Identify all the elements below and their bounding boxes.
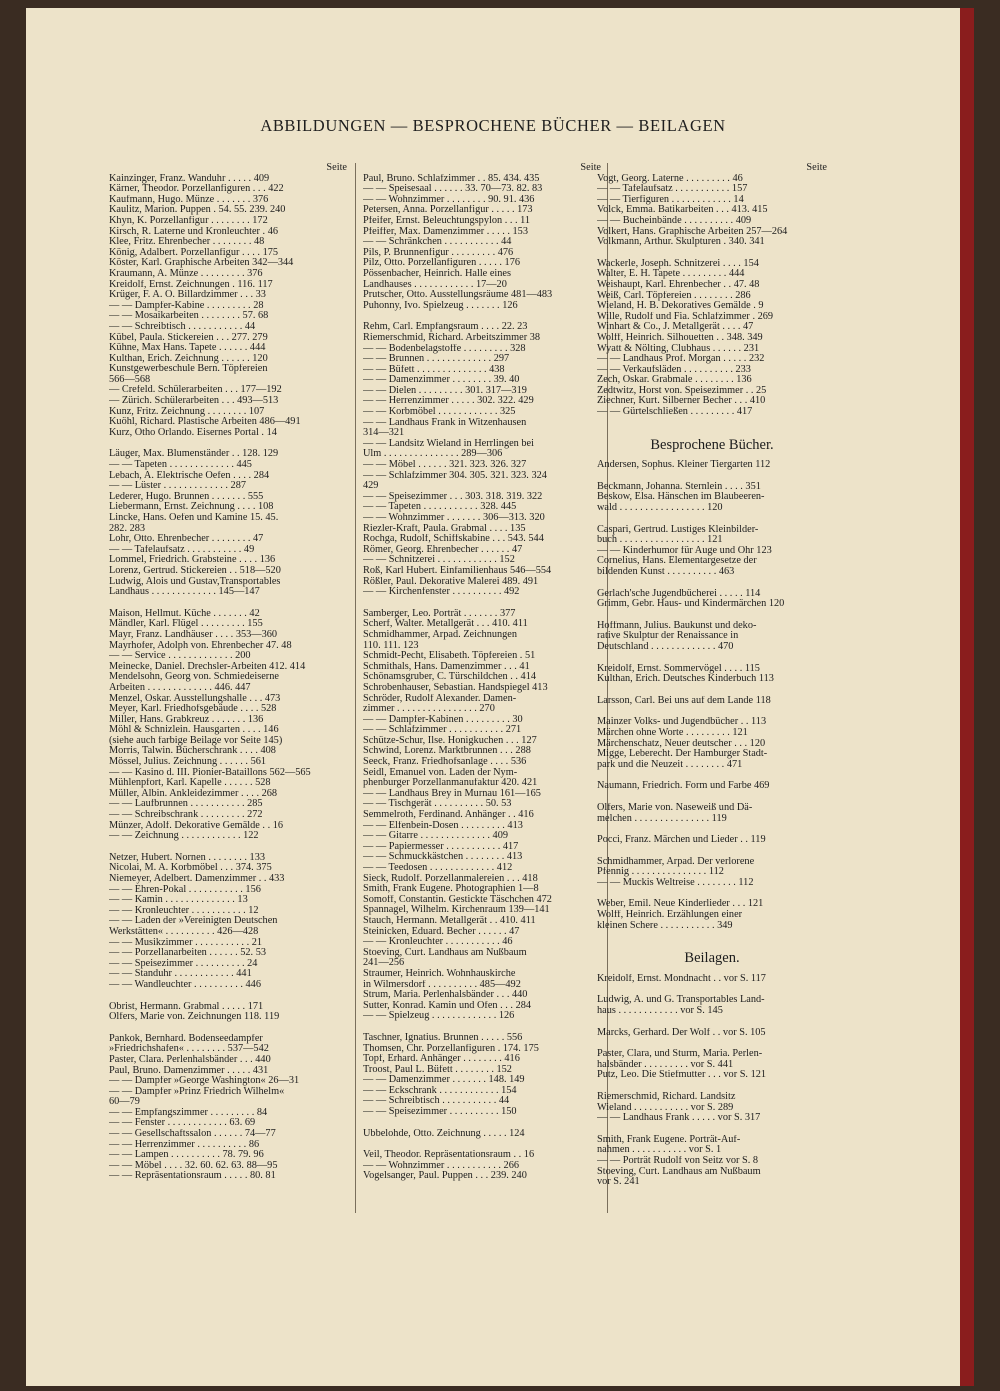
entry-gap <box>597 514 827 525</box>
index-entry: Meinecke, Daniel. Drechsler-Arbeiten 412. 414 <box>109 661 306 672</box>
index-entry: Schmidt-Pecht, Elisabeth. Töpfereien . 51 <box>363 651 536 662</box>
index-entry: Wieland, H. B. Dekoratives Gemälde . 9 <box>597 301 764 312</box>
index-entry: — — Schreibtisch . . . . . . . . . . . 44 <box>109 321 256 332</box>
index-entry: Semmelroth, Ferdinand. Anhänger . . 416 <box>363 810 534 821</box>
entry-gap <box>597 685 827 696</box>
col1-list <box>109 174 347 1182</box>
index-entry: 566—568 <box>109 374 151 385</box>
index-entry: Obrist, Hermann. Grabmal . . . . . 171 <box>109 1001 264 1012</box>
index-entry: — — Porträt Rudolf von Seitz vor S. 8 <box>597 1155 759 1166</box>
index-entry: — — Landhaus Frank in Witzenhausen <box>363 417 527 428</box>
index-entry: 282. 283 <box>109 523 146 534</box>
index-entry: — — Tafelaufsatz . . . . . . . . . . . 49 <box>109 544 255 555</box>
entry-gap <box>597 846 827 857</box>
entry-gap <box>597 1124 827 1135</box>
index-entry: Pfennig . . . . . . . . . . . . . . . 112 <box>597 867 724 878</box>
index-entry: — — Schnitzerei . . . . . . . . . . . . 152 <box>363 555 515 566</box>
index-entry: — — Speisesaal . . . . . . 33. 70—73. 82. 83 <box>363 184 543 195</box>
index-entry: Schmithals, Hans. Damenzimmer . . . 41 <box>363 661 530 672</box>
index-entry: Mändler, Karl. Flügel . . . . . . . . . 155 <box>109 619 263 630</box>
index-entry: Ludwig, Alois und Gustav,Transportables <box>109 576 281 587</box>
index-entry: — — Wohnzimmer . . . . . . . 306—313. 320 <box>363 513 545 523</box>
index-entry: Schütze-Schur, Ilse. Honigkuchen . . . 127 <box>363 735 537 746</box>
index-entry: Wille, Rudolf und Fia. Schlafzimmer . 269 <box>597 311 774 322</box>
index-entry: Rehm, Carl. Empfangsraum . . . . 22. 23 <box>363 322 528 333</box>
index-entry: Petersen, Anna. Porzellanfigur . . . . . 173 <box>363 205 533 216</box>
entry-gap <box>109 598 347 609</box>
index-entry: — — Korbmöbel . . . . . . . . . . . . 325 <box>363 407 516 418</box>
index-entry: Nicolai, M. A. Korbmöbel . . . 374. 375 <box>109 863 272 874</box>
index-entry: — — Gitarre . . . . . . . . . . . . . . 409 <box>363 831 508 842</box>
index-entry: Naumann, Friedrich. Form und Farbe 469 <box>597 781 770 792</box>
index-entry: park und die Neuzeit . . . . . . . . 471 <box>597 759 743 770</box>
index-entry: — — Tapeten . . . . . . . . . . . 328. 445 <box>363 502 517 513</box>
index-column-2 <box>355 163 608 1213</box>
index-entry: Vogelsanger, Paul. Puppen . . . 239. 240 <box>363 1171 527 1182</box>
index-entry: Meyer, Karl. Friedhofsgebäude . . . . 528 <box>109 704 277 715</box>
index-entry: Larsson, Carl. Bei uns auf dem Lande 118 <box>597 695 771 706</box>
index-entry: bildenden Kunst . . . . . . . . . . 463 <box>597 567 735 577</box>
index-entry: Marcks, Gerhard. Der Wolf . . vor S. 105 <box>597 1027 766 1038</box>
index-entry: — — Speisezimmer . . . . . . . . . . 150 <box>363 1107 517 1118</box>
index-entry: Seeck, Franz. Friedhofsanlage . . . . 536 <box>363 757 527 768</box>
index-entry: Wyatt & Nölting, Clubhaus . . . . . . 231 <box>597 343 760 354</box>
index-entry: Lohr, Otto. Ehrenbecher . . . . . . . . 47 <box>109 534 264 545</box>
index-entry: Andersen, Sophus. Kleiner Tiergarten 112 <box>597 460 771 471</box>
index-entry: — — Empfangszimmer . . . . . . . . . 84 <box>109 1107 268 1118</box>
index-entry: Taschner, Ignatius. Brunnen . . . . . 556 <box>363 1032 523 1043</box>
index-entry: Liebermann, Ernst. Zeichnung . . . . 108 <box>109 502 274 513</box>
col2-list <box>363 174 601 1182</box>
seite-label: Seite <box>806 162 827 173</box>
index-entry: Münzer, Adolf. Dekorative Gemälde . . 16 <box>109 820 284 831</box>
index-entry: Sutter, Konrad. Kamin und Ofen . . . 284 <box>363 1000 532 1011</box>
index-entry: — — Gesellschaftssalon . . . . . . 74—77 <box>109 1129 276 1140</box>
index-entry: — — Herrenzimmer . . . . . . . . . . 86 <box>109 1139 260 1150</box>
index-entry: Mainzer Volks- und Jugendbücher . . 113 <box>597 717 767 728</box>
index-entry: Weishaupt, Karl. Ehrenbecher . . 47. 48 <box>597 279 760 290</box>
index-entry: — — Tischgerät . . . . . . . . . . 50. 53 <box>363 799 512 810</box>
index-entry: — — Standuhr . . . . . . . . . . . . 441 <box>109 969 252 980</box>
index-entry: phenburger Porzellanmanufaktur 420. 421 <box>363 778 538 789</box>
index-entry: Kulthan, Erich. Zeichnung . . . . . . 120 <box>109 353 268 364</box>
index-entry: Netzer, Hubert. Nornen . . . . . . . . 133 <box>109 852 266 863</box>
index-entry: — Crefeld. Schülerarbeiten . . . 177—192 <box>109 385 282 396</box>
index-entry: Lebach, A. Elektrische Oefen . . . . 284 <box>109 470 270 481</box>
index-entry: nahmen . . . . . . . . . . . vor S. 1 <box>597 1145 722 1156</box>
index-entry: Scherf, Walter. Metallgerät . . . 410. 411 <box>363 619 528 630</box>
index-entry: 110. 111. 123 <box>363 640 419 651</box>
index-entry: Kulthan, Erich. Deutsches Kinderbuch 113 <box>597 674 774 685</box>
index-entry: Märchenschatz, Neuer deutscher . . . 120 <box>597 738 766 749</box>
index-entry: — — Möbel . . . . 32. 60. 62. 63. 88—95 <box>109 1160 278 1171</box>
index-entry: Paster, Clara, und Sturm, Maria. Perlen- <box>597 1049 763 1060</box>
index-entry: Mayr, Franz. Landhäuser . . . . 353—360 <box>109 629 278 640</box>
index-entry: Läuger, Max. Blumenständer . . 128. 129 <box>109 449 279 460</box>
index-entry: Mendelsohn, Georg von. Schmiedeiserne <box>109 672 279 683</box>
index-entry: Paul, Bruno. Schlafzimmer . . 85. 434. 435 <box>363 173 540 184</box>
index-entry: Topf, Erhard. Anhänger . . . . . . . . 416 <box>363 1054 520 1065</box>
index-entry: Wolff, Heinrich. Silhouetten . . 348. 349 <box>597 332 763 343</box>
index-entry: — — Kinderhumor für Auge und Ohr 123 <box>597 545 772 556</box>
index-entry: rative Skulptur der Renaissance in <box>597 631 739 642</box>
index-entry: Kühne, Max Hans. Tapete . . . . . . 444 <box>109 343 266 354</box>
seite-label: Seite <box>580 162 601 173</box>
index-entry: Beskow, Elsa. Hänschen im Blaubeeren- <box>597 492 765 503</box>
index-entry: Schönamsgruber, C. Türschildchen . . 414 <box>363 672 536 683</box>
index-entry: Pocci, Franz. Märchen und Lieder . . 119 <box>597 835 766 846</box>
index-entry: Lorenz, Gertrud. Stickereien . . 518—520 <box>109 565 281 576</box>
index-entry: Thomsen, Chr. Porzellanfiguren . 174. 175 <box>363 1043 539 1054</box>
index-entry: Kärner, Theodor. Porzellanfiguren . . . 422 <box>109 184 284 195</box>
index-entry: Pils, P. Brunnenfigur . . . . . . . . . 476 <box>363 247 514 258</box>
index-entry: — — Kasino d. III. Pionier-Bataillons 562—565 <box>109 767 311 778</box>
index-entry: Riemerschmid, Richard. Arbeitszimmer 38 <box>363 332 541 343</box>
index-entry: Kuöhl, Richard. Plastische Arbeiten 486—491 <box>109 417 301 428</box>
index-entry: Morris, Talwin. Bücherschrank . . . . 408 <box>109 746 276 757</box>
index-entry: — — Muckis Weltreise . . . . . . . . 112 <box>597 877 754 888</box>
index-entry: Arbeiten . . . . . . . . . . . . . 446. 447 <box>109 682 251 693</box>
index-entry: — — Kirchenfenster . . . . . . . . . . 492 <box>363 587 520 598</box>
index-entry: Somoff, Constantin. Gestickte Täschchen 472 <box>363 894 552 905</box>
seite-label: Seite <box>326 162 347 173</box>
index-entry: — — Porzellanarbeiten . . . . . . 52. 53 <box>109 948 266 959</box>
index-entry: — — Schlafzimmer 304. 305. 321. 323. 324 <box>363 470 547 481</box>
index-entry: Pankok, Bernhard. Bodenseedampfer <box>109 1033 263 1044</box>
index-entry: Volkmann, Arthur. Skulpturen . 340. 341 <box>597 237 765 248</box>
index-entry: — — Spielzeug . . . . . . . . . . . . . 126 <box>363 1011 515 1022</box>
index-entry: Rößler, Paul. Dekorative Malerei 489. 491 <box>363 576 539 587</box>
index-entry: — — Zeichnung . . . . . . . . . . . . 122 <box>109 831 259 842</box>
index-entry: Lederer, Hugo. Brunnen . . . . . . . 555 <box>109 491 264 502</box>
index-entry: Steinicken, Eduard. Becher . . . . . . 47 <box>363 926 520 937</box>
index-entry: König, Adalbert. Porzellanfigur . . . . 175 <box>109 247 279 258</box>
index-entry: Puhonny, Ivo. Spielzeug . . . . . . . 126 <box>363 300 518 311</box>
index-entry: — — Dampfer »Prinz Friedrich Wilhelm« <box>109 1086 285 1097</box>
index-entry: — — Schlafzimmer . . . . . . . . . . . 271 <box>363 725 522 736</box>
index-entry: Mühlenpfort, Karl. Kapelle . . . . . . 528 <box>109 778 271 789</box>
index-entry: 429 <box>363 481 379 492</box>
page-heading: ABBILDUNGEN — BESPROCHENE BÜCHER — BEILAGEN <box>260 116 726 135</box>
index-entry: — — Brunnen . . . . . . . . . . . . . 297 <box>363 354 510 365</box>
index-entry: Prutscher, Otto. Ausstellungsräume 481—483 <box>363 290 553 301</box>
index-entry: — — Wohnzimmer . . . . . . . . . . . 266 <box>363 1160 519 1171</box>
index-entry: 60—79 <box>109 1097 140 1108</box>
index-entry: Zech, Oskar. Grabmale . . . . . . . . 136 <box>597 375 752 386</box>
index-entry: Kaulitz, Marion. Puppen . 54. 55. 239. 240 <box>109 205 286 216</box>
index-entry: Weiß, Carl. Töpfereien . . . . . . . . 286 <box>597 290 751 301</box>
col3-list <box>597 174 827 418</box>
entry-gap <box>109 438 347 449</box>
index-entry: Landhaus . . . . . . . . . . . . . 145—147 <box>109 587 260 598</box>
index-entry: Deutschland . . . . . . . . . . . . . 470 <box>597 641 734 652</box>
index-entry: — — Papiermesser . . . . . . . . . . . 417 <box>363 841 519 852</box>
books-section-title: Besprochene Bücher. <box>650 436 774 453</box>
entry-gap <box>597 471 827 482</box>
index-entry: — — Mosaikarbeiten . . . . . . . . 57. 68 <box>109 311 269 322</box>
index-entry: — — Schreibschrank . . . . . . . . . 272 <box>109 810 263 821</box>
index-entry: Ludwig, A. und G. Transportables Land- <box>597 995 765 1006</box>
index-entry: — — Elfenbein-Dosen . . . . . . . . . 413 <box>363 820 523 831</box>
entry-gap <box>597 610 827 621</box>
entry-gap <box>363 311 601 322</box>
index-entry: — — Service . . . . . . . . . . . . . 200 <box>109 651 251 662</box>
index-entry: Menzel, Oskar. Ausstellungshalle . . . 473 <box>109 693 281 704</box>
entry-gap <box>363 598 601 609</box>
index-entry: Wackerle, Joseph. Schnitzerei . . . . 154 <box>597 258 759 269</box>
index-entry: — — Kamin . . . . . . . . . . . . . . 13 <box>109 895 248 906</box>
entry-gap <box>363 1139 601 1150</box>
index-entry: — — Wohnzimmer . . . . . . . . 90. 91. 436 <box>363 194 535 205</box>
index-entry: Pilz, Otto. Porzellanfiguren . . . . . 176 <box>363 258 521 269</box>
index-entry: Römer, Georg. Ehrenbecher . . . . . . 47 <box>363 544 523 555</box>
entry-gap <box>597 824 827 835</box>
index-entry: Grimm, Gebr. Haus- und Kindermärchen 120 <box>597 599 785 610</box>
index-entry: Miller, Hans. Grabkreuz . . . . . . . 136 <box>109 714 264 725</box>
index-entry: Cornelius, Hans. Elementargesetze der <box>597 556 757 567</box>
index-entry: Niemeyer, Adelbert. Damenzimmer . . 433 <box>109 874 285 884</box>
entry-gap <box>597 1081 827 1092</box>
index-page <box>26 8 974 1386</box>
index-entry: Veil, Theodor. Repräsentationsraum . . 16 <box>363 1150 535 1161</box>
index-entry: — — Eckschrank . . . . . . . . . . . . 154 <box>363 1085 517 1096</box>
index-entry: Weber, Emil. Neue Kinderlieder . . . 121 <box>597 899 764 910</box>
index-entry: — — Schränkchen . . . . . . . . . . . 44 <box>363 237 512 248</box>
index-entry: Ziechner, Kurt. Silberner Becher . . . 410 <box>597 396 766 407</box>
index-entry: — — Büfett . . . . . . . . . . . . . . 438 <box>363 364 505 375</box>
index-entry: Seidl, Emanuel von. Laden der Nym- <box>363 767 518 778</box>
index-entry: Schwind, Lorenz. Marktbrunnen . . . 288 <box>363 746 531 757</box>
index-entry: — — Landsitz Wieland in Herrlingen bei <box>363 438 534 449</box>
index-entry: Köster, Karl. Graphische Arbeiten 342—344 <box>109 258 294 269</box>
index-entry: Mössel, Julius. Zeichnung . . . . . . 561 <box>109 757 267 768</box>
index-entry: — — Tierfiguren . . . . . . . . . . . . 14 <box>597 194 744 205</box>
index-entry: Pfeifer, Ernst. Beleuchtungspylon . . . 11 <box>363 215 531 226</box>
index-entry: Paul, Bruno. Damenzimmer . . . . . 431 <box>109 1065 269 1076</box>
index-entry: Rochga, Rudolf, Schiffskabine . . . 543. 544 <box>363 534 544 545</box>
entry-gap <box>597 1017 827 1028</box>
index-entry: — — Verkaufsläden . . . . . . . . . . 233 <box>597 364 751 375</box>
entry-gap <box>597 984 827 995</box>
index-entry: Krüger, F. A. O. Billardzimmer . . . 33 <box>109 290 266 301</box>
index-entry: Kurz, Otho Orlando. Eisernes Portal . 14 <box>109 427 277 438</box>
index-entry: — — Dielen . . . . . . . . . 301. 317—319 <box>363 385 527 396</box>
index-entry: Winhart & Co., J. Metallgerät . . . . 47 <box>597 322 754 333</box>
index-entry: Khyn, K. Porzellanfigur . . . . . . . . 172 <box>109 215 268 226</box>
index-entry: Kreidolf, Ernst. Mondnacht . . vor S. 117 <box>597 973 766 984</box>
index-entry: — — Damenzimmer . . . . . . . 148. 149 <box>363 1075 525 1086</box>
index-entry: Klee, Fritz. Ehrenbecher . . . . . . . . 48 <box>109 237 265 248</box>
index-entry: — — Bucheinbände . . . . . . . . . . 409 <box>597 215 752 226</box>
index-entry: haus . . . . . . . . . . . . vor S. 145 <box>597 1006 723 1017</box>
index-entry: — — Möbel . . . . . . 321. 323. 326. 327 <box>363 460 527 471</box>
index-entry: Pfeiffer, Max. Damenzimmer . . . . . 153 <box>363 226 528 237</box>
index-entry: Kaufmann, Hugo. Münze . . . . . . . 376 <box>109 194 269 205</box>
books-list <box>597 460 827 931</box>
entry-gap <box>363 1022 601 1033</box>
index-entry: Mayrhofer, Adolph von. Ehrenbecher 47. 48 <box>109 640 292 651</box>
index-entry: Migge, Leberecht. Der Hamburger Stadt- <box>597 749 768 760</box>
index-entry: Straumer, Heinrich. Wohnhauskirche <box>363 968 516 979</box>
entry-gap <box>597 888 827 899</box>
index-entry: Spannagel, Wilhelm. Kirchenraum 139—141 <box>363 905 550 916</box>
index-entry: Volck, Emma. Batikarbeiten . . . 413. 415 <box>597 205 768 216</box>
entry-gap <box>109 842 347 853</box>
index-entry: — — Ehren-Pokal . . . . . . . . . . . 156 <box>109 884 261 895</box>
index-entry: (siehe auch farbige Beilage vor Seite 145) <box>109 735 283 746</box>
index-entry: — — Laufbrunnen . . . . . . . . . . . 285 <box>109 799 263 810</box>
index-entry: — — Musikzimmer . . . . . . . . . . . 21 <box>109 937 263 948</box>
index-entry: — — Tafelaufsatz . . . . . . . . . . . 157 <box>597 184 748 195</box>
index-entry: Pössenbacher, Heinrich. Halle eines <box>363 268 511 279</box>
index-entry: Märchen ohne Worte . . . . . . . . . 121 <box>597 727 748 738</box>
index-entry: Kainzinger, Franz. Wanduhr . . . . . 409 <box>109 173 270 184</box>
index-entry: Caspari, Gertrud. Lustiges Kleinbilder- <box>597 524 759 535</box>
index-entry: Putz, Leo. Die Stiefmutter . . . vor S. 121 <box>597 1070 767 1081</box>
index-entry: kleinen Schere . . . . . . . . . . . 349 <box>597 920 733 931</box>
index-entry: Kübel, Paula. Stickereien . . . 277. 279 <box>109 332 268 343</box>
index-entry: — — Dampfer-Kabine . . . . . . . . . 28 <box>109 300 264 311</box>
index-entry: Wieland . . . . . . . . . . . vor S. 289 <box>597 1102 734 1113</box>
index-entry: — — Wandleuchter . . . . . . . . . . 446 <box>109 979 261 990</box>
index-entry: melchen . . . . . . . . . . . . . . . 119 <box>597 813 727 824</box>
entry-gap <box>109 991 347 1002</box>
index-entry: Ulm . . . . . . . . . . . . . . . 289—306 <box>363 449 503 460</box>
index-entry: zimmer . . . . . . . . . . . . . . . . 270 <box>363 704 495 715</box>
index-entry: — — Dampfer-Kabinen . . . . . . . . . 30 <box>363 714 523 725</box>
index-entry: — — Fenster . . . . . . . . . . . . 63. 69 <box>109 1118 256 1129</box>
entry-gap <box>597 1038 827 1049</box>
index-entry: 314—321 <box>363 428 405 439</box>
index-entry: — — Speisezimmer . . . . . . . . . . 24 <box>109 958 258 969</box>
index-entry: vor S. 241 <box>597 1177 640 1188</box>
index-column-1 <box>109 163 347 1182</box>
index-entry: — — Bodenbelagstoffe . . . . . . . . . 328 <box>363 343 526 354</box>
entry-gap <box>109 1023 347 1034</box>
index-entry: Kunstgewerbeschule Bern. Töpfereien <box>109 364 268 375</box>
index-entry: Landhauses . . . . . . . . . . . . 17—20 <box>363 279 507 290</box>
index-entry: wald . . . . . . . . . . . . . . . . . 120 <box>597 503 723 514</box>
index-entry: Lincke, Hans. Oefen und Kamine 15. 45. <box>109 513 279 523</box>
index-entry: — — Teedosen . . . . . . . . . . . . . 412 <box>363 863 513 873</box>
index-entry: Werkstätten« . . . . . . . . . . 426—428 <box>109 926 259 937</box>
index-entry: Schmidhammer, Arpad. Der verlorene <box>597 856 755 867</box>
index-entry: Beckmann, Johanna. Sternlein . . . . 351 <box>597 481 761 492</box>
index-entry: Schrobenhauser, Sebastian. Handspiegel 413 <box>363 682 548 693</box>
index-entry: — — Tapeten . . . . . . . . . . . . . 445 <box>109 460 252 471</box>
index-entry: Kunz, Fritz. Zeichnung . . . . . . . . 107 <box>109 406 265 417</box>
index-entry: — — Lüster . . . . . . . . . . . . . 287 <box>109 481 246 492</box>
index-entry: Stoeving, Curt. Landhaus am Nußbaum <box>363 947 527 958</box>
index-entry: — — Landhaus Prof. Morgan . . . . . 232 <box>597 354 765 365</box>
index-column-3 <box>597 163 827 1188</box>
index-entry: — Zürich. Schülerarbeiten . . . 493—513 <box>109 396 279 407</box>
beilagen-section-title: Beilagen. <box>684 950 740 967</box>
index-entry: — — Speisezimmer . . . 303. 318. 319. 322 <box>363 491 543 502</box>
index-entry: Riezler-Kraft, Paula. Grabmal . . . . 135 <box>363 523 526 534</box>
index-entry: — — Dampfer »George Washington« 26—31 <box>109 1076 300 1087</box>
index-entry: — — Damenzimmer . . . . . . . . 39. 40 <box>363 375 520 386</box>
entry-gap <box>597 248 827 259</box>
index-entry: Riemerschmid, Richard. Landsitz <box>597 1092 736 1102</box>
index-entry: Gerlach'sche Jugendbücherei . . . . . 114 <box>597 588 761 599</box>
entry-gap <box>597 653 827 664</box>
index-entry: Smith, Frank Eugene. Photographien 1—8 <box>363 884 539 895</box>
index-entry: Schmidhammer, Arpad. Zeichnungen <box>363 629 518 640</box>
index-entry: Kreidolf, Ernst. Zeichnungen . 116. 117 <box>109 279 273 290</box>
index-entry: — — Herrenzimmer . . . . . 302. 322. 429 <box>363 396 534 407</box>
index-entry: Lommel, Friedrich. Grabsteine . . . . 136 <box>109 555 276 566</box>
index-entry: buch . . . . . . . . . . . . . . . . . 121 <box>597 535 723 546</box>
index-entry: — — Schreibtisch . . . . . . . . . . . 44 <box>363 1096 510 1107</box>
index-entry: Wolff, Heinrich. Erzählungen einer <box>597 910 743 921</box>
index-entry: Vogt, Georg. Laterne . . . . . . . . . 46 <box>597 173 743 184</box>
index-entry: — — Kronleuchter . . . . . . . . . . . 12 <box>109 905 259 916</box>
entry-gap <box>597 706 827 717</box>
index-entry: Roß, Karl Hubert. Einfamilienhaus 546—554 <box>363 565 552 576</box>
index-entry: Schröder, Rudolf Alexander. Damen- <box>363 693 517 704</box>
index-entry: — — Laden der »Vereinigten Deutschen <box>109 916 278 927</box>
index-entry: Möhl & Schnizlein. Hausgarten . . . . 146 <box>109 725 279 736</box>
index-entry: 241—256 <box>363 958 405 969</box>
index-entry: »Friedrichshafen« . . . . . . . . 537—542 <box>109 1044 269 1055</box>
index-entry: Zedtwitz, Horst von. Speisezimmer . . 25 <box>597 385 767 396</box>
index-entry: Hoffmann, Julius. Baukunst und deko- <box>597 620 757 631</box>
index-entry: — — Schmuckkästchen . . . . . . . . 413 <box>363 852 523 863</box>
entry-gap <box>597 578 827 589</box>
index-entry: Kreidolf, Ernst. Sommervögel . . . . 115 <box>597 663 760 674</box>
entry-gap <box>597 792 827 803</box>
index-entry: halsbänder . . . . . . . . . vor S. 441 <box>597 1059 734 1070</box>
index-entry: — — Lampen . . . . . . . . . . 78. 79. 96 <box>109 1150 264 1161</box>
index-entry: — — Gürtelschließen . . . . . . . . . 417 <box>597 407 753 418</box>
index-entry: Smith, Frank Eugene. Porträt-Auf- <box>597 1134 741 1145</box>
index-entry: — — Landhaus Frank . . . . . vor S. 317 <box>597 1113 761 1124</box>
index-entry: Maison, Hellmut. Küche . . . . . . . 42 <box>109 608 260 619</box>
index-entry: Strum, Maria. Perlenhalsbänder . . . 440 <box>363 990 528 1001</box>
index-entry: Samberger, Leo. Porträt . . . . . . . 377 <box>363 608 516 619</box>
index-entry: Olfers, Marie von. Naseweiß und Dä- <box>597 802 753 813</box>
index-entry: — — Kronleuchter . . . . . . . . . . . 46 <box>363 937 513 948</box>
index-entry: Paster, Clara. Perlenhalsbänder . . . 440 <box>109 1054 271 1065</box>
index-entry: Ubbelohde, Otto. Zeichnung . . . . . 124 <box>363 1128 525 1139</box>
entry-gap <box>597 770 827 781</box>
index-entry: Troost, Paul L. Büfett . . . . . . . . 152 <box>363 1064 512 1075</box>
index-entry: — — Repräsentationsraum . . . . . 80. 81 <box>109 1171 276 1182</box>
index-entry: — — Landhaus Brey in Murnau 161—165 <box>363 788 541 799</box>
index-entry: Stauch, Hermann. Metallgerät . . 410. 411 <box>363 915 536 926</box>
index-entry: Müller, Albin. Ankleidezimmer . . . . 268 <box>109 788 278 799</box>
index-entry: Olfers, Marie von. Zeichnungen 118. 119 <box>109 1012 280 1023</box>
index-entry: Volkert, Hans. Graphische Arbeiten 257—264 <box>597 226 788 237</box>
index-entry: Kirsch, R. Laterne und Kronleuchter . 46 <box>109 226 278 237</box>
index-entry: Sieck, Rudolf. Porzellanmalereien . . . 418 <box>363 873 538 884</box>
entry-gap <box>363 1118 601 1129</box>
index-entry: in Wilmersdorf . . . . . . . . . . 485—492 <box>363 979 521 990</box>
beilagen-list <box>597 974 827 1188</box>
index-entry: Stoeving, Curt. Landhaus am Nußbaum <box>597 1166 761 1177</box>
index-entry: Kraumann, A. Münze . . . . . . . . . 376 <box>109 268 263 279</box>
index-entry: Walter, E. H. Tapete . . . . . . . . . 444 <box>597 269 745 280</box>
